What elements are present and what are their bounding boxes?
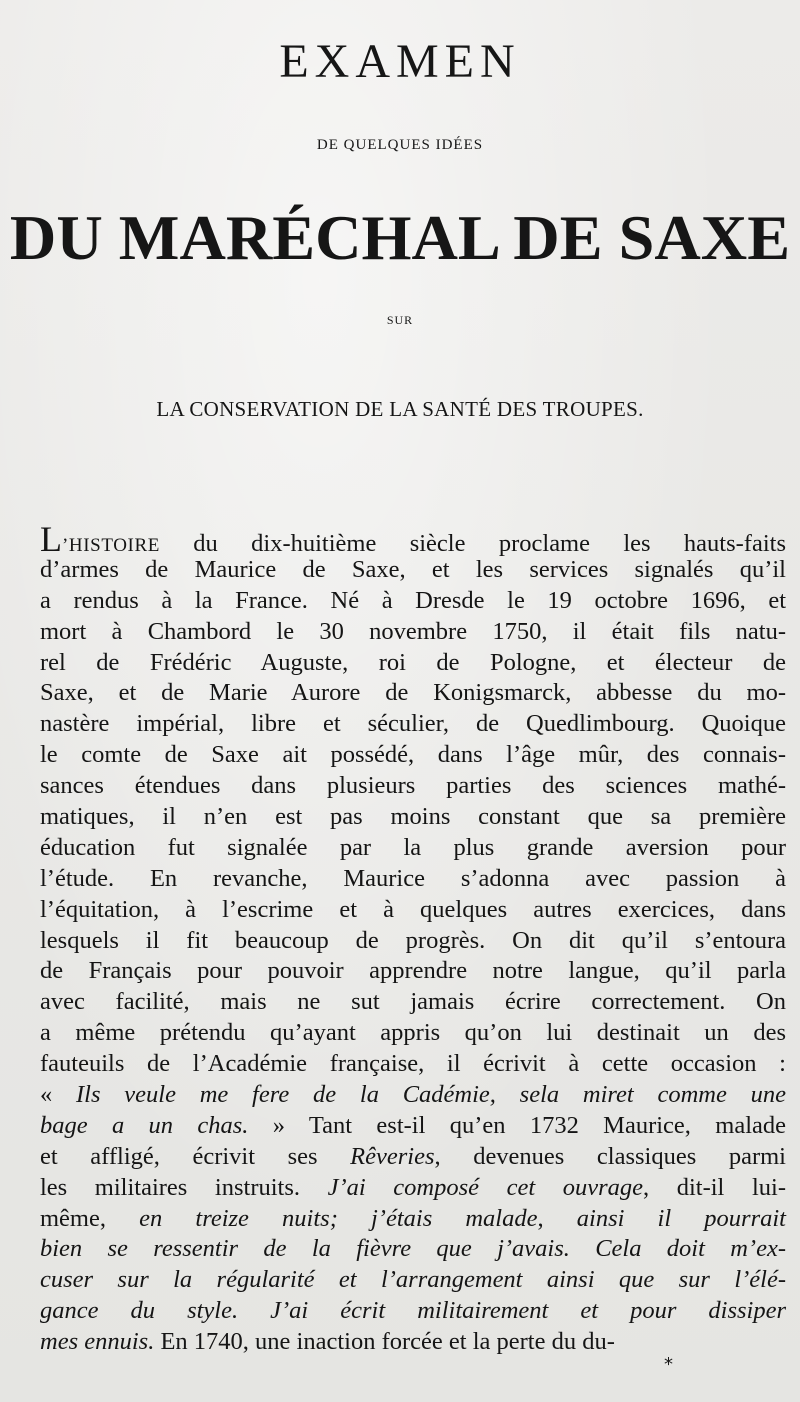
text-line [40,987,786,1018]
italic-run: gance du style. J’ai écrit militairement et pour dissiper [40,1297,786,1325]
italic-run: Rêveries [350,1142,435,1170]
text-run: le comte de Saxe ait possédé, dans l’âge mûr, des connais- [40,741,786,769]
text-run: du dix-huitième siècle proclame les hauts-faits [159,530,786,557]
text-run: « [40,1081,77,1109]
title-de-quelques-idees: DE QUELQUES IDÉES [316,137,484,153]
title-sur: SUR [386,313,414,327]
title-examen: EXAMEN [279,35,521,88]
title-conservation: LA CONSERVATION DE LA SANTÉ DES TROUPES. [156,397,644,421]
italic-run: mes ennuis. [40,1328,155,1356]
text-line [40,1296,786,1327]
text-run: même, [40,1204,140,1232]
text-run: rel de Frédéric Auguste, roi de Pologne, et électeur de [40,648,786,676]
text-run: matiques, il n’en est pas moins constant que sa première [40,803,786,831]
text-run: mort à Chambord le 30 novembre 1750, il était fils natu- [40,617,786,645]
text-line [40,1234,786,1265]
signature-mark: * [664,1354,673,1375]
text-line [40,771,786,802]
bleed-through-text [20,60,780,520]
text-line [40,678,786,709]
text-line [40,1327,786,1358]
text-line [40,617,786,648]
text-run: de Français pour pouvoir apprendre notre langue, qu’il parla [40,957,786,985]
text-run: lesquels il fit beaucoup de progrès. On dit qu’il s’entoura [40,926,786,954]
text-line [40,1142,786,1173]
text-line [40,519,786,559]
text-run: sances étendues dans plusieurs parties des sciences mathé- [40,772,786,800]
text-line [40,802,786,833]
text-run: a rendus à la France. Né à Dresde le 19 octobre 1696, et [40,586,786,614]
italic-run: bien se ressentir de la fièvre que j’avais. Cela doit m’ex- [40,1235,786,1263]
text-line [40,586,786,617]
text-run: et affligé, écrivit ses [40,1142,351,1170]
text-line [40,926,786,957]
text-line [40,1018,786,1049]
text-line [40,648,786,679]
italic-run: bage a un chas. [40,1111,249,1139]
text-line [40,555,786,586]
text-run: l’équitation, à l’escrime et à quelques autres exercices, dans [40,895,786,923]
text-run: nastère impérial, libre et séculier, de Quedlimbourg. Quoique [40,710,786,738]
italic-run: J’ai composé cet ouvrage [327,1173,644,1201]
italic-run: ainsi il pourrait [576,1204,786,1232]
italic-run: cuser sur la régularité et l’arrangement ainsi que sur l’élé- [40,1266,786,1294]
text-run: les militaires instruits. [40,1173,328,1201]
text-run: l’étude. En revanche, Maurice s’adonna avec passion à [40,864,786,892]
text-line [40,1049,786,1080]
text-run: fauteuils de l’Académie française, il écrivit à cette occasion : [40,1050,786,1078]
text-run: , dit-il lui- [643,1173,786,1201]
text-run: , devenues classiques parmi [434,1142,786,1170]
body-paragraph [40,519,787,1358]
text-line [40,1080,786,1111]
text-run: , [537,1204,577,1232]
text-run: avec facilité, mais ne sut jamais écrire correctement. On [40,988,786,1016]
text-line [40,864,786,895]
small-caps-word: ’HISTOIRE [62,535,160,556]
drop-cap: L [40,519,62,559]
text-run: d’armes de Maurice de Saxe, et les services signalés qu’il [40,555,786,583]
italic-run: Ils veule me fere de la Cadémie, sela miret comme une [76,1081,786,1109]
text-line [40,709,786,740]
title-marechal-de-saxe: DU MARÉCHAL DE SAXE [9,203,791,273]
text-run: En 1740, une inaction forcée et la perte du du- [154,1328,615,1356]
text-run: a même prétendu qu’ayant appris qu’on lui destinait un des [40,1019,786,1047]
text-line [40,1111,786,1142]
italic-run: en treize nuits; j’étais malade [139,1204,538,1232]
text-line [40,1173,786,1204]
text-line [40,956,786,987]
text-line [40,895,786,926]
text-run: Saxe, et de Marie Aurore de Konigsmarck, abbesse du mo- [40,679,786,707]
text-line [40,740,786,771]
text-line [40,1265,786,1296]
text-run: éducation fut signalée par la plus grande aversion pour [40,833,786,861]
text-line [40,1204,786,1235]
text-line [40,833,786,864]
text-run: » Tant est-il qu’en 1732 Maurice, malade [248,1111,787,1139]
